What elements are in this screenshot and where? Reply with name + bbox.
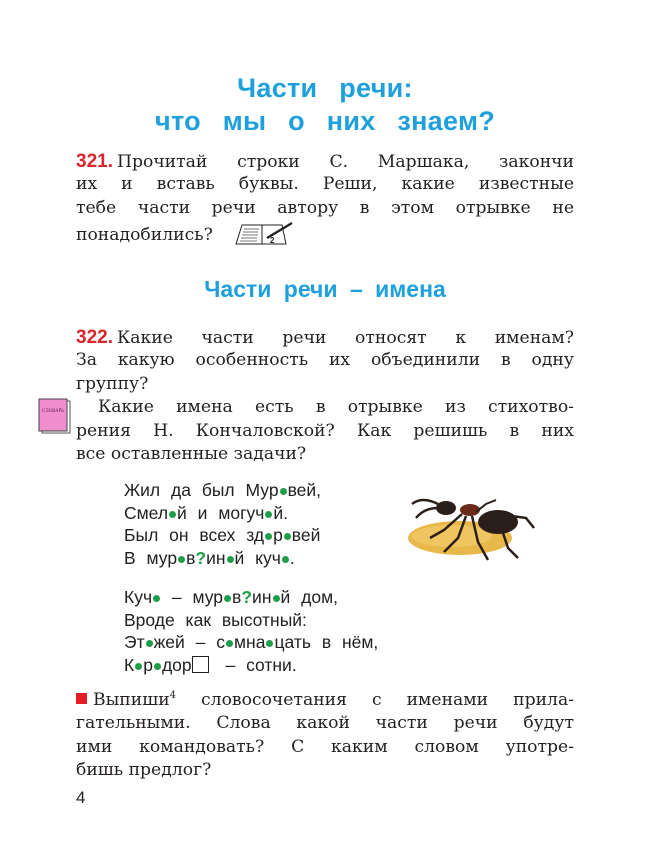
- missing-letter-dot: [273, 595, 280, 602]
- exercise-text-line: тебе части речи автору в этом отрывке не: [76, 197, 574, 218]
- missing-letter-dot: [224, 595, 231, 602]
- svg-text:2: 2: [270, 236, 275, 246]
- missing-letter-box: [192, 656, 209, 673]
- missing-letter-dot: [178, 556, 185, 563]
- exercise-text-line: понадобились?: [76, 225, 213, 246]
- exercise-text-line: группу?: [76, 373, 149, 394]
- missing-letter-dot: [282, 556, 289, 563]
- poem-line: Был он всех зд р вей: [124, 525, 321, 546]
- task-block: Выпиши$^4$ словосочетания с именами прила- гательными. Слова какой части речи будут ими командовать? С каким словом употре- бишь предлог?: [76, 689, 574, 783]
- page-number: 4: [76, 788, 86, 807]
- poem-line: Вроде как высотный:: [124, 609, 307, 630]
- poem-stanza-1: [124, 479, 321, 569]
- task-text-line: ими командовать? С каким словом употре-: [76, 736, 574, 757]
- missing-letter-dot: [266, 640, 273, 647]
- poem-line: Жил да был Мур вей,: [124, 480, 322, 500]
- missing-letter-dot: [227, 556, 234, 563]
- ant-illustration: [402, 486, 542, 566]
- poem-line: Смел й и могуч й.: [124, 502, 288, 523]
- missing-letter-dot: [280, 488, 287, 495]
- task-text-line: гательными. Слова какой части речи будут: [76, 713, 574, 734]
- poem-stanza-2: [124, 586, 378, 676]
- exercise-321: [76, 150, 574, 244]
- question-mark-marker: ?: [241, 587, 253, 607]
- page-title-line-2: что мы о них знаем?: [154, 106, 496, 136]
- exercise-text-line: Какие имена есть в отрывке из стихотво-: [98, 397, 574, 418]
- svg-text:СЛОВАРЬ: СЛОВАРЬ: [41, 408, 65, 413]
- exercise-text-line: рения Н. Кончаловской? Как решишь в них: [76, 420, 574, 441]
- footnote-marker: 4: [169, 690, 177, 701]
- poem-line: В мур в?ин й куч .: [124, 547, 295, 568]
- missing-letter-dot: [169, 511, 176, 518]
- exercise-text-line: За какую особенность их объединили в одну: [76, 350, 574, 371]
- missing-letter-dot: [265, 533, 272, 540]
- poem-line: К р дор – сотни.: [124, 654, 297, 675]
- missing-letter-dot: [284, 533, 291, 540]
- workbook-icon: [232, 220, 294, 253]
- question-mark-marker: ?: [195, 547, 207, 568]
- poem-line: Куч – мур в?ин й дом,: [124, 587, 338, 607]
- exercise-text-line: все оставленные задачи?: [76, 443, 307, 464]
- missing-letter-dot: [265, 511, 272, 518]
- missing-letter-dot: [153, 595, 160, 602]
- missing-letter-dot: [154, 663, 161, 670]
- poem-line: Эт жей – с мна цать в нём,: [124, 632, 379, 653]
- exercise-text-line: Какие части речи относят к именам?: [116, 328, 574, 348]
- missing-letter-dot: [146, 640, 153, 647]
- exercise-text-line: Прочитай строки С. Маршака, закончи: [116, 152, 574, 172]
- task-text-line: бишь предлог?: [76, 760, 212, 781]
- page-title-line-1: Части речи:: [237, 73, 413, 103]
- dictionary-icon: [38, 398, 72, 434]
- task-marker-icon: [76, 693, 87, 704]
- exercise-number: 322.: [76, 327, 113, 348]
- exercise-text-line: их и вставь буквы. Реши, какие известные: [76, 174, 574, 195]
- missing-letter-dot: [226, 640, 233, 647]
- exercise-number: 321.: [76, 151, 113, 172]
- exercise-322: [76, 326, 574, 466]
- missing-letter-dot: [135, 663, 142, 670]
- section-subtitle: Части речи – имена: [204, 276, 446, 302]
